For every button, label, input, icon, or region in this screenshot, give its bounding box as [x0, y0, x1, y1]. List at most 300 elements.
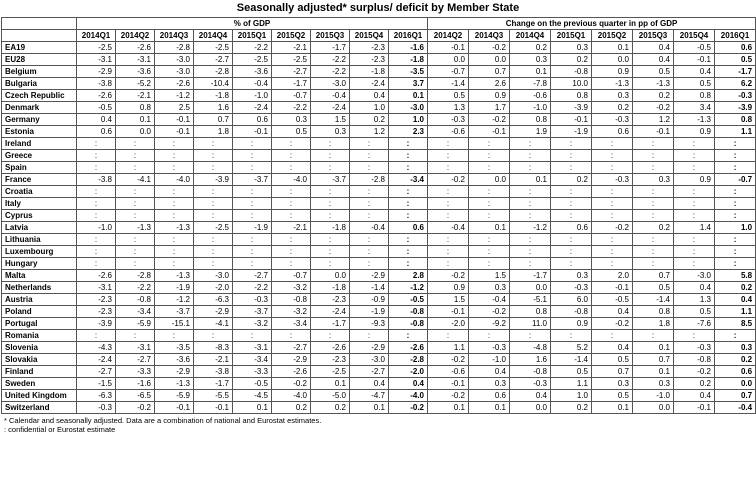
value-cell: :: [77, 162, 116, 174]
change-cell: 0.5: [592, 354, 633, 366]
change-cell: 5.8: [715, 270, 756, 282]
change-cell: :: [551, 210, 592, 222]
value-cell: -2.3: [350, 54, 389, 66]
change-cell: 0.7: [715, 390, 756, 402]
change-cell: -0.2: [469, 306, 510, 318]
change-cell: 0.1: [510, 174, 551, 186]
value-cell: :: [155, 186, 194, 198]
value-cell: -2.4: [350, 78, 389, 90]
change-cell: -0.3: [510, 378, 551, 390]
change-cell: :: [428, 162, 469, 174]
value-cell: :: [194, 258, 233, 270]
value-cell: -0.1: [194, 402, 233, 414]
value-cell: :: [77, 186, 116, 198]
value-cell: :: [155, 234, 194, 246]
value-cell: :: [233, 234, 272, 246]
value-cell: :: [389, 258, 428, 270]
value-cell: -0.2: [389, 402, 428, 414]
footnote-asterisk: * Calendar and seasonally adjusted. Data are a combination of national and Eurostat estimates.: [4, 416, 322, 425]
value-cell: :: [155, 162, 194, 174]
change-cell: :: [715, 150, 756, 162]
change-cell: -0.4: [469, 294, 510, 306]
value-cell: 0.1: [389, 90, 428, 102]
change-cell: 0.2: [551, 174, 592, 186]
change-cell: -1.2: [510, 222, 551, 234]
change-cell: 3.4: [674, 102, 715, 114]
change-cell: :: [510, 150, 551, 162]
change-cell: -0.2: [592, 318, 633, 330]
value-cell: -5.0: [311, 390, 350, 402]
value-cell: -2.6: [311, 342, 350, 354]
value-cell: -2.5: [194, 42, 233, 54]
value-cell: -2.9: [155, 366, 194, 378]
change-cell: :: [428, 246, 469, 258]
value-cell: -1.6: [116, 378, 155, 390]
column-header: 2015Q2: [592, 30, 633, 42]
column-header: 2015Q2: [272, 30, 311, 42]
value-cell: -5.2: [116, 78, 155, 90]
change-cell: 0.3: [633, 378, 674, 390]
table-row: [2, 66, 756, 78]
change-cell: :: [469, 138, 510, 150]
value-cell: -2.0: [194, 282, 233, 294]
value-cell: :: [194, 210, 233, 222]
change-cell: -0.3: [715, 90, 756, 102]
value-cell: :: [233, 186, 272, 198]
change-cell: :: [633, 330, 674, 342]
column-header: 2015Q1: [233, 30, 272, 42]
change-cell: -0.8: [674, 354, 715, 366]
value-cell: -3.2: [272, 282, 311, 294]
change-cell: :: [551, 258, 592, 270]
table-row: [2, 102, 756, 114]
change-cell: 0.9: [428, 282, 469, 294]
change-cell: 0.7: [469, 66, 510, 78]
table-body: [2, 42, 756, 414]
change-cell: :: [428, 330, 469, 342]
value-cell: -3.3: [116, 366, 155, 378]
change-cell: -2.0: [428, 318, 469, 330]
value-cell: -2.9: [350, 342, 389, 354]
value-cell: :: [233, 198, 272, 210]
value-cell: :: [272, 258, 311, 270]
change-cell: :: [633, 162, 674, 174]
country-cell: Luxembourg: [2, 246, 77, 258]
value-cell: -15.1: [155, 318, 194, 330]
change-cell: 1.3: [428, 102, 469, 114]
change-cell: -3.9: [715, 102, 756, 114]
value-cell: -2.5: [272, 54, 311, 66]
change-cell: :: [551, 198, 592, 210]
table-row: [2, 246, 756, 258]
change-cell: -1.3: [633, 78, 674, 90]
change-cell: -1.0: [469, 354, 510, 366]
value-cell: -10.4: [194, 78, 233, 90]
table-row: [2, 258, 756, 270]
value-cell: -2.5: [311, 366, 350, 378]
column-header: 2014Q2: [116, 30, 155, 42]
value-cell: 2.8: [389, 270, 428, 282]
value-cell: -3.4: [272, 318, 311, 330]
value-cell: -3.1: [233, 342, 272, 354]
change-cell: 0.2: [551, 54, 592, 66]
change-cell: 0.3: [633, 174, 674, 186]
country-cell: Poland: [2, 306, 77, 318]
value-cell: -1.7: [311, 42, 350, 54]
change-cell: 0.1: [469, 222, 510, 234]
value-cell: -1.0: [233, 90, 272, 102]
change-cell: :: [510, 234, 551, 246]
table-row: [2, 222, 756, 234]
table-row: [2, 282, 756, 294]
change-cell: 0.3: [592, 90, 633, 102]
table-row: [2, 54, 756, 66]
value-cell: :: [194, 246, 233, 258]
change-cell: -0.3: [592, 174, 633, 186]
change-cell: 0.2: [674, 378, 715, 390]
value-cell: :: [311, 138, 350, 150]
table-row: [2, 78, 756, 90]
value-cell: :: [311, 330, 350, 342]
change-cell: -1.7: [715, 66, 756, 78]
value-cell: -3.0: [311, 78, 350, 90]
value-cell: :: [116, 138, 155, 150]
change-cell: :: [592, 138, 633, 150]
value-cell: -2.1: [272, 222, 311, 234]
change-cell: 0.5: [633, 282, 674, 294]
value-cell: -2.6: [77, 270, 116, 282]
change-cell: 0.3: [715, 342, 756, 354]
value-cell: -2.4: [311, 306, 350, 318]
change-cell: :: [633, 258, 674, 270]
change-cell: :: [428, 186, 469, 198]
change-cell: -0.4: [428, 222, 469, 234]
value-cell: -0.1: [233, 126, 272, 138]
change-cell: 0.1: [633, 366, 674, 378]
change-cell: -0.2: [428, 270, 469, 282]
change-cell: 0.3: [469, 378, 510, 390]
change-cell: 0.9: [592, 66, 633, 78]
value-cell: -2.2: [233, 42, 272, 54]
change-cell: -0.2: [633, 102, 674, 114]
country-cell: Belgium: [2, 66, 77, 78]
value-cell: -2.8: [155, 42, 194, 54]
country-cell: Slovakia: [2, 354, 77, 366]
value-cell: :: [389, 138, 428, 150]
change-cell: :: [715, 198, 756, 210]
value-cell: :: [350, 138, 389, 150]
value-cell: :: [350, 198, 389, 210]
value-cell: -1.8: [389, 54, 428, 66]
value-cell: :: [233, 246, 272, 258]
value-cell: -8.3: [194, 342, 233, 354]
change-cell: 0.0: [510, 282, 551, 294]
value-cell: :: [155, 150, 194, 162]
change-cell: 0.3: [469, 282, 510, 294]
table-row: [2, 330, 756, 342]
change-cell: :: [674, 138, 715, 150]
value-cell: -1.4: [350, 282, 389, 294]
value-cell: 0.8: [116, 102, 155, 114]
value-cell: 1.0: [350, 102, 389, 114]
group-header-pct-gdp: % of GDP: [77, 18, 428, 30]
change-cell: :: [469, 234, 510, 246]
change-cell: -9.2: [469, 318, 510, 330]
change-cell: -0.7: [715, 174, 756, 186]
value-cell: -3.1: [116, 342, 155, 354]
change-cell: :: [592, 186, 633, 198]
country-cell: Romania: [2, 330, 77, 342]
change-cell: 0.1: [633, 342, 674, 354]
value-cell: -1.9: [155, 282, 194, 294]
change-cell: 0.0: [592, 54, 633, 66]
change-cell: :: [674, 198, 715, 210]
value-cell: -2.9: [350, 270, 389, 282]
value-cell: -0.1: [155, 402, 194, 414]
change-cell: -0.2: [674, 366, 715, 378]
table-row: [2, 162, 756, 174]
value-cell: 0.1: [311, 378, 350, 390]
change-cell: 1.3: [674, 294, 715, 306]
change-cell: 0.2: [633, 90, 674, 102]
deficit-table: [1, 17, 756, 414]
change-cell: :: [428, 210, 469, 222]
value-cell: :: [77, 198, 116, 210]
value-cell: -1.3: [155, 378, 194, 390]
value-cell: -1.2: [155, 90, 194, 102]
value-cell: -2.8: [350, 174, 389, 186]
country-cell: Greece: [2, 150, 77, 162]
value-cell: 1.5: [311, 114, 350, 126]
value-cell: :: [272, 330, 311, 342]
value-cell: 3.7: [389, 78, 428, 90]
change-cell: :: [715, 162, 756, 174]
country-cell: Portugal: [2, 318, 77, 330]
change-cell: :: [510, 138, 551, 150]
change-cell: 1.5: [428, 294, 469, 306]
country-cell: United Kingdom: [2, 390, 77, 402]
value-cell: -3.5: [389, 66, 428, 78]
change-cell: 0.3: [510, 54, 551, 66]
value-cell: -2.2: [116, 282, 155, 294]
value-cell: -2.7: [350, 366, 389, 378]
value-cell: -3.0: [155, 66, 194, 78]
table-row: [2, 378, 756, 390]
change-cell: :: [592, 162, 633, 174]
table-row: [2, 42, 756, 54]
change-cell: :: [592, 198, 633, 210]
value-cell: -0.5: [233, 378, 272, 390]
change-cell: :: [551, 162, 592, 174]
change-cell: 0.4: [674, 390, 715, 402]
value-cell: -0.1: [155, 126, 194, 138]
value-cell: -1.9: [233, 222, 272, 234]
change-cell: :: [469, 186, 510, 198]
column-header-row: [2, 30, 756, 42]
value-cell: -1.3: [155, 222, 194, 234]
change-cell: :: [674, 258, 715, 270]
value-cell: -2.3: [77, 306, 116, 318]
change-cell: 1.2: [633, 114, 674, 126]
change-cell: :: [551, 150, 592, 162]
value-cell: 0.7: [194, 114, 233, 126]
column-header: 2014Q1: [77, 30, 116, 42]
change-cell: :: [592, 150, 633, 162]
change-cell: 10.0: [551, 78, 592, 90]
value-cell: :: [233, 258, 272, 270]
change-cell: -3.0: [674, 270, 715, 282]
group-header-change: Change on the previous quarter in pp of GDP: [428, 18, 756, 30]
table-row: [2, 150, 756, 162]
change-cell: 0.1: [469, 402, 510, 414]
change-cell: :: [674, 210, 715, 222]
change-cell: 1.9: [510, 126, 551, 138]
value-cell: -2.8: [194, 66, 233, 78]
change-cell: 0.2: [715, 354, 756, 366]
change-cell: 2.6: [469, 78, 510, 90]
value-cell: :: [233, 330, 272, 342]
value-cell: 0.3: [311, 126, 350, 138]
value-cell: :: [194, 150, 233, 162]
column-header: 2016Q1: [715, 30, 756, 42]
value-cell: -5.9: [116, 318, 155, 330]
value-cell: -0.1: [155, 114, 194, 126]
value-cell: 1.0: [389, 114, 428, 126]
value-cell: :: [155, 246, 194, 258]
change-cell: 0.3: [551, 270, 592, 282]
value-cell: -1.2: [389, 282, 428, 294]
value-cell: -3.4: [116, 306, 155, 318]
value-cell: :: [350, 210, 389, 222]
table-row: [2, 366, 756, 378]
change-cell: 0.4: [469, 366, 510, 378]
change-cell: :: [633, 198, 674, 210]
change-cell: :: [510, 210, 551, 222]
change-cell: :: [510, 198, 551, 210]
value-cell: -4.0: [155, 174, 194, 186]
change-cell: -7.6: [674, 318, 715, 330]
value-cell: :: [350, 150, 389, 162]
change-cell: 0.0: [469, 174, 510, 186]
change-cell: 0.7: [592, 366, 633, 378]
value-cell: -4.1: [194, 318, 233, 330]
change-cell: -1.7: [510, 270, 551, 282]
value-cell: 2.5: [155, 102, 194, 114]
value-cell: -3.8: [194, 366, 233, 378]
value-cell: :: [155, 138, 194, 150]
value-cell: -1.9: [350, 306, 389, 318]
change-cell: :: [633, 210, 674, 222]
value-cell: :: [350, 258, 389, 270]
value-cell: -1.8: [194, 90, 233, 102]
value-cell: -2.6: [272, 366, 311, 378]
value-cell: -5.9: [155, 390, 194, 402]
value-cell: -3.7: [233, 306, 272, 318]
value-cell: -6.3: [77, 390, 116, 402]
value-cell: 1.2: [350, 126, 389, 138]
change-cell: 0.4: [674, 282, 715, 294]
change-cell: -0.2: [428, 390, 469, 402]
value-cell: -0.5: [77, 102, 116, 114]
change-cell: -0.1: [428, 42, 469, 54]
value-cell: 0.1: [350, 402, 389, 414]
change-cell: -0.8: [551, 66, 592, 78]
change-cell: 1.1: [715, 306, 756, 318]
value-cell: :: [233, 150, 272, 162]
change-cell: :: [715, 330, 756, 342]
value-cell: :: [389, 210, 428, 222]
value-cell: :: [311, 234, 350, 246]
country-cell: Finland: [2, 366, 77, 378]
value-cell: -1.7: [194, 378, 233, 390]
value-cell: :: [155, 258, 194, 270]
change-cell: 6.2: [715, 78, 756, 90]
column-header: 2014Q4: [510, 30, 551, 42]
change-cell: :: [428, 234, 469, 246]
value-cell: -2.7: [272, 66, 311, 78]
value-cell: :: [194, 138, 233, 150]
country-cell: Austria: [2, 294, 77, 306]
value-cell: :: [77, 246, 116, 258]
country-cell: Sweden: [2, 378, 77, 390]
change-cell: -5.1: [510, 294, 551, 306]
value-cell: -3.0: [194, 270, 233, 282]
change-cell: 0.3: [592, 378, 633, 390]
value-cell: 0.6: [77, 126, 116, 138]
value-cell: -2.4: [233, 102, 272, 114]
value-cell: -3.6: [233, 66, 272, 78]
value-cell: -1.3: [116, 222, 155, 234]
change-cell: 0.5: [551, 366, 592, 378]
table-row: [2, 294, 756, 306]
change-cell: -0.1: [674, 54, 715, 66]
table-row: [2, 174, 756, 186]
value-cell: :: [272, 162, 311, 174]
value-cell: 0.6: [389, 222, 428, 234]
change-cell: :: [674, 186, 715, 198]
change-cell: :: [674, 246, 715, 258]
change-cell: 0.9: [469, 90, 510, 102]
value-cell: :: [311, 162, 350, 174]
value-cell: -0.7: [272, 90, 311, 102]
value-cell: -3.9: [194, 174, 233, 186]
value-cell: -3.4: [233, 354, 272, 366]
country-cell: Lithuania: [2, 234, 77, 246]
change-cell: 0.5: [674, 306, 715, 318]
change-cell: :: [469, 330, 510, 342]
value-cell: -2.2: [272, 102, 311, 114]
value-cell: -1.7: [272, 78, 311, 90]
value-cell: :: [350, 330, 389, 342]
value-cell: -2.9: [194, 306, 233, 318]
change-cell: 0.6: [715, 42, 756, 54]
change-cell: :: [715, 210, 756, 222]
value-cell: -1.8: [311, 222, 350, 234]
country-header: [2, 30, 77, 42]
change-cell: -0.6: [510, 90, 551, 102]
country-cell: Germany: [2, 114, 77, 126]
change-cell: -0.3: [592, 114, 633, 126]
change-cell: :: [469, 210, 510, 222]
value-cell: :: [77, 330, 116, 342]
change-cell: -1.9: [551, 126, 592, 138]
value-cell: -5.5: [194, 390, 233, 402]
value-cell: -2.5: [77, 42, 116, 54]
value-cell: 0.4: [389, 378, 428, 390]
change-cell: 0.8: [551, 90, 592, 102]
value-cell: -3.6: [116, 66, 155, 78]
change-cell: -4.8: [510, 342, 551, 354]
